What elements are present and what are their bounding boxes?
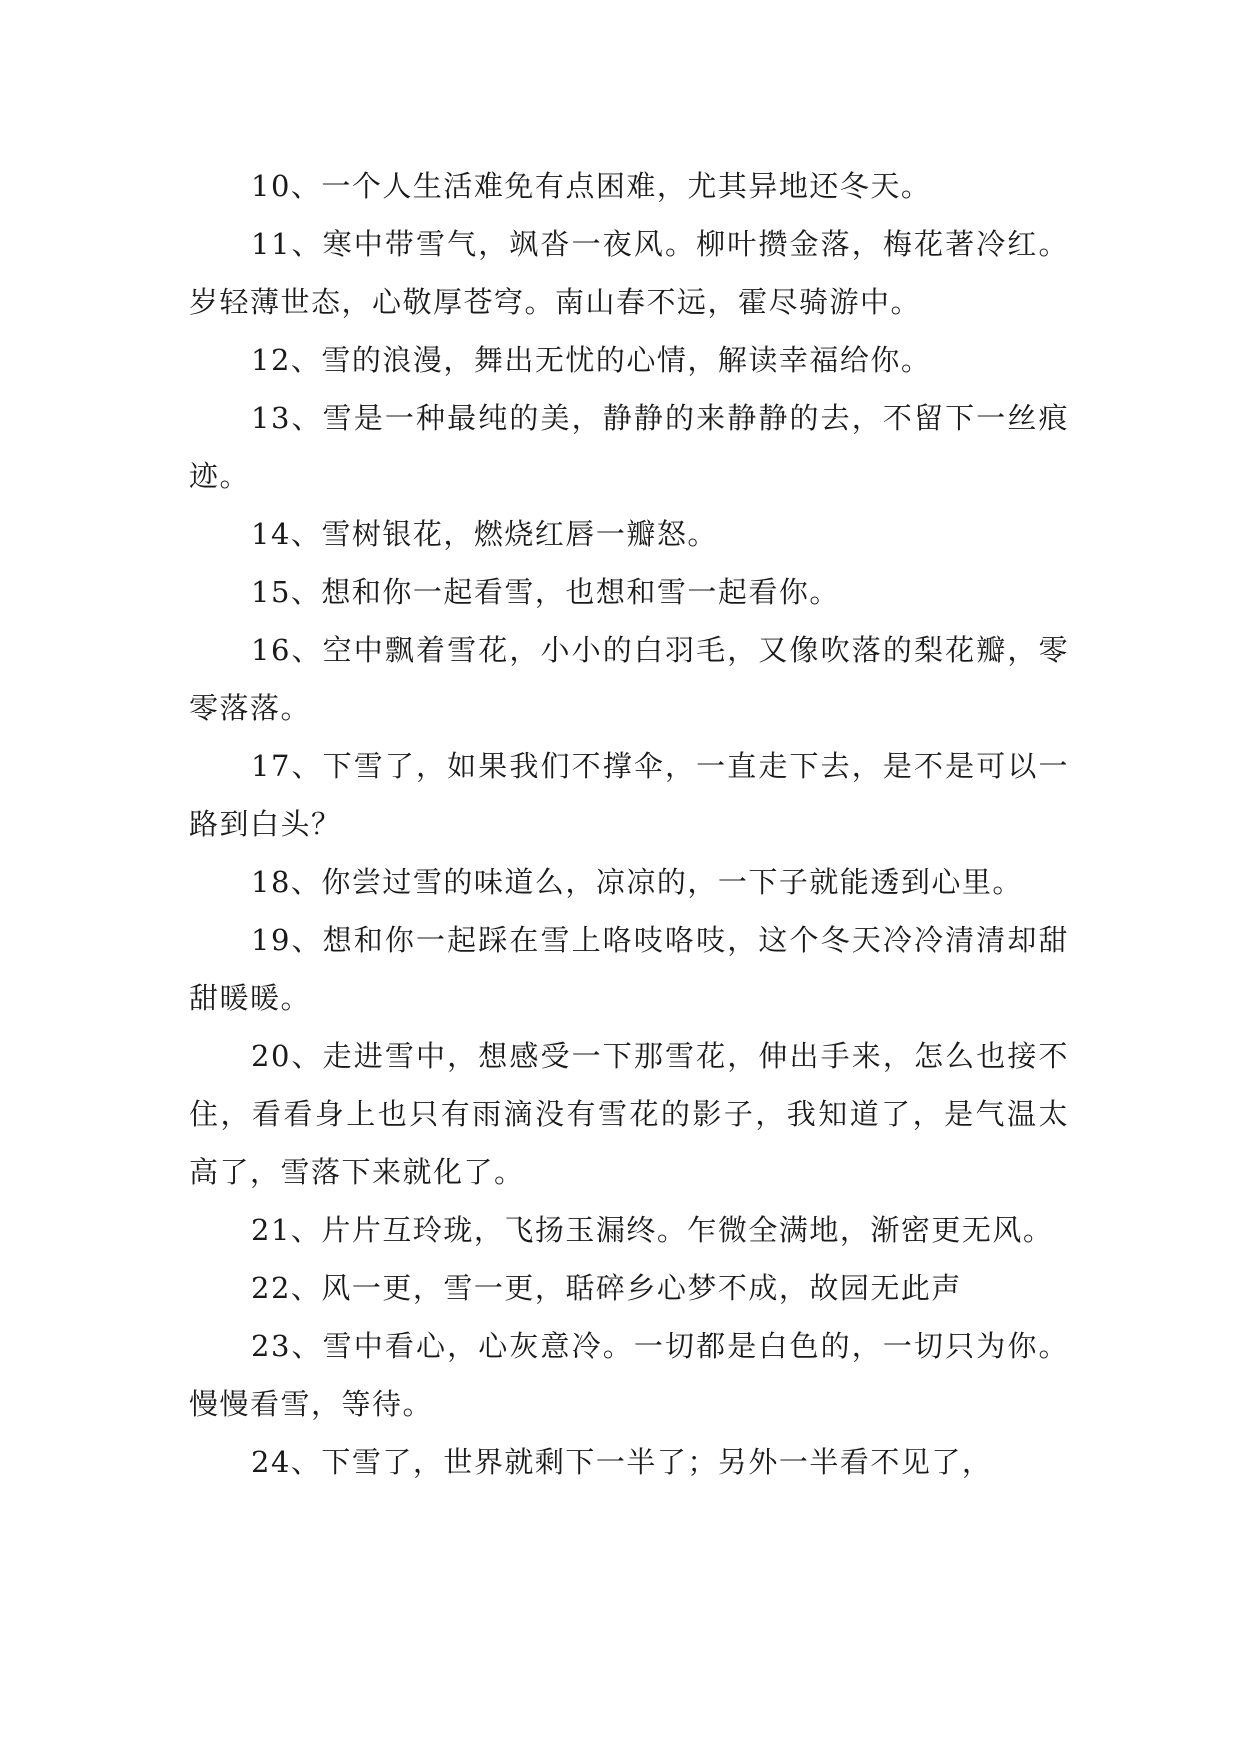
- paragraph-21: 21、片片互玲珑，飞扬玉漏终。乍微全满地，渐密更无风。: [251, 1213, 1054, 1247]
- paragraph-10: 10、一个人生活难免有点困难，尤其异地还冬天。: [251, 169, 932, 203]
- paragraph-17: 17、下雪了，如果我们不撑伞，一直走下去，是不是可以一路到白头？: [189, 749, 1069, 841]
- paragraph-22: 22、风一更，雪一更，聒碎乡心梦不成，故园无此声: [251, 1271, 962, 1305]
- paragraph-11: 11、寒中带雪气，飒沓一夜风。柳叶攒金落，梅花著冷红。岁轻薄世态，心敬厚苍穹。南山春不远，霍尽骑游中。: [189, 227, 1069, 319]
- paragraph-15: 15、想和你一起看雪，也想和雪一起看你。: [251, 575, 840, 609]
- paragraph-23: 23、雪中看心，心灰意冷。一切都是白色的，一切只为你。慢慢看雪，等待。: [189, 1329, 1069, 1421]
- paragraph-24: 24、下雪了，世界就剩下一半了；另外一半看不见了，: [251, 1445, 993, 1479]
- document-body: [189, 157, 1069, 1491]
- paragraph-12: 12、雪的浪漫，舞出无忧的心情，解读幸福给你。: [251, 343, 932, 377]
- paragraph-16: 16、空中飘着雪花，小小的白羽毛，又像吹落的梨花瓣，零零落落。: [189, 633, 1069, 725]
- paragraph-18: 18、你尝过雪的味道么，凉凉的，一下子就能透到心里。: [251, 865, 1023, 899]
- paragraph-13: 13、雪是一种最纯的美，静静的来静静的去，不留下一丝痕迹。: [189, 401, 1069, 493]
- paragraph-20: 20、走进雪中，想感受一下那雪花，伸出手来，怎么也接不住，看看身上也只有雨滴没有雪花的影子，我知道了，是气温太高了，雪落下来就化了。: [189, 1039, 1069, 1189]
- paragraph-19: 19、想和你一起踩在雪上咯吱咯吱，这个冬天冷冷清清却甜甜暖暖。: [189, 923, 1069, 1015]
- paragraph-14: 14、雪树银花，燃烧红唇一瓣怒。: [251, 517, 718, 551]
